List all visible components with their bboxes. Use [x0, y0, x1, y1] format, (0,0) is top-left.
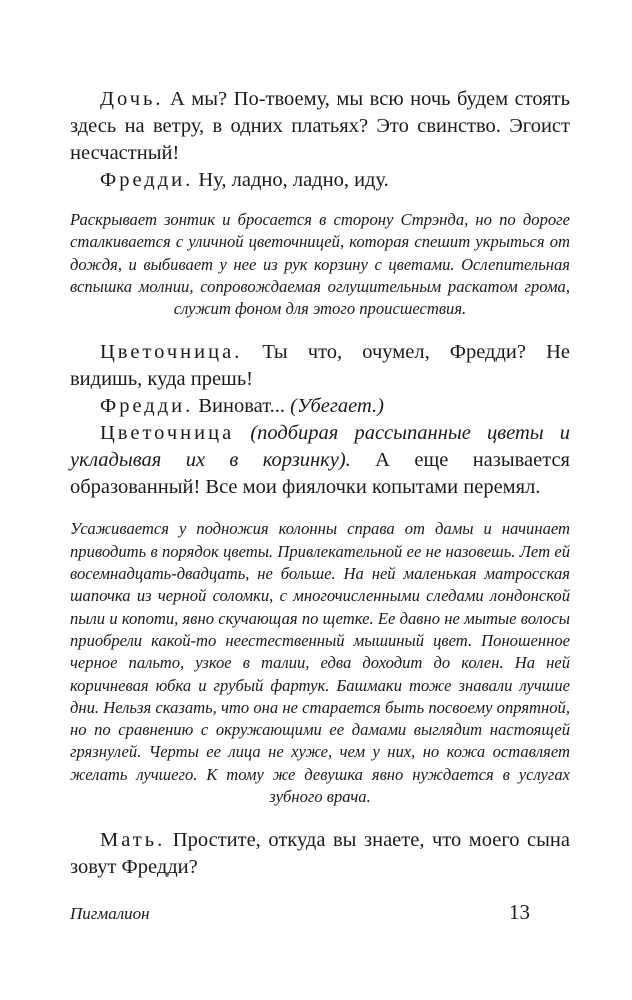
speaker-name: Дочь. — [100, 88, 164, 110]
dialogue-line-flower-girl — [70, 339, 570, 393]
dialogue-line-freddy — [70, 393, 570, 420]
line-text: Виноват... — [193, 395, 285, 418]
line-text: Ты что, очумел, Фредди? Не видишь, куда прешь! — [70, 341, 570, 391]
stage-direction: Раскрывает зонтик и бросается в сторону Стрэнда, но по дороге сталкивается с уличной цветочницей, которая спешит укрыться от дождя, и выбивает у нее из рук корзину с цветами. Ослепительная вспышка молнии, сопровождаемая оглушительным раскатом грома, служит фоном для этого происшествия. — [70, 210, 570, 319]
page-body — [70, 86, 570, 881]
speaker-name: Фредди. — [100, 169, 194, 191]
stage-direction: Усаживается у подножия колонны справа от дамы и начинает приводить в порядок цветы. Привлекательной ее не назовешь. Лет ей восемнадцать-двадцать, не больше. На ней маленькая матросская шапочка из черной соломки, с многочисленными следами лондонской пыли и копоти, явно скучающая по щетке. Ее давно не мытые волосы приобрели какой-то неестественный мышиный цвет. Поношенное черное пальто, узкое в талии, едва доходит до колен. На ней коричневая юбка и грубый фартук. Башмаки тоже знавали лучшие дни. Нельзя сказать, что она не старается быть посвоему опрятной, но по сравнению с окружающими ее дамами выглядит настоящей грязнулей. Черты ее лица не хуже, чем у них, но кожа оставляет желать лучшего. К тому же девушка явно нуждается в услугах зубного врача. — [70, 519, 570, 807]
speaker-name: Цветочница. — [100, 341, 243, 364]
line-text: А мы? По-твоему, мы всю ночь будем стоять здесь на ветру, в одних платьях? Это свинство. Эгоист несчастный! — [70, 88, 570, 164]
page-number: 13 — [509, 900, 530, 924]
running-title: Пигмалион — [70, 904, 150, 923]
dialogue-line-daughter — [70, 86, 570, 167]
speaker-name: Мать. — [100, 829, 166, 852]
dialogue-line-mother — [70, 827, 570, 881]
line-text: А еще называется образованный! Все мои фиялочки копытами перемял. — [70, 449, 570, 499]
inline-stage-direction: (Убегает.) — [285, 395, 384, 418]
line-text: Ну, ладно, ладно, иду. — [193, 169, 389, 191]
speaker-name: Цветочница — [100, 422, 235, 445]
line-text: Простите, откуда вы знаете, что моего сына зовут Фредди? — [70, 829, 570, 879]
inline-stage-direction: (подбирая рассыпанные цветы и укладывая их в корзинку). — [70, 422, 570, 472]
speaker-name: Фредди. — [100, 395, 194, 418]
dialogue-line-freddy — [70, 167, 570, 194]
dialogue-line-flower-girl — [70, 420, 570, 501]
